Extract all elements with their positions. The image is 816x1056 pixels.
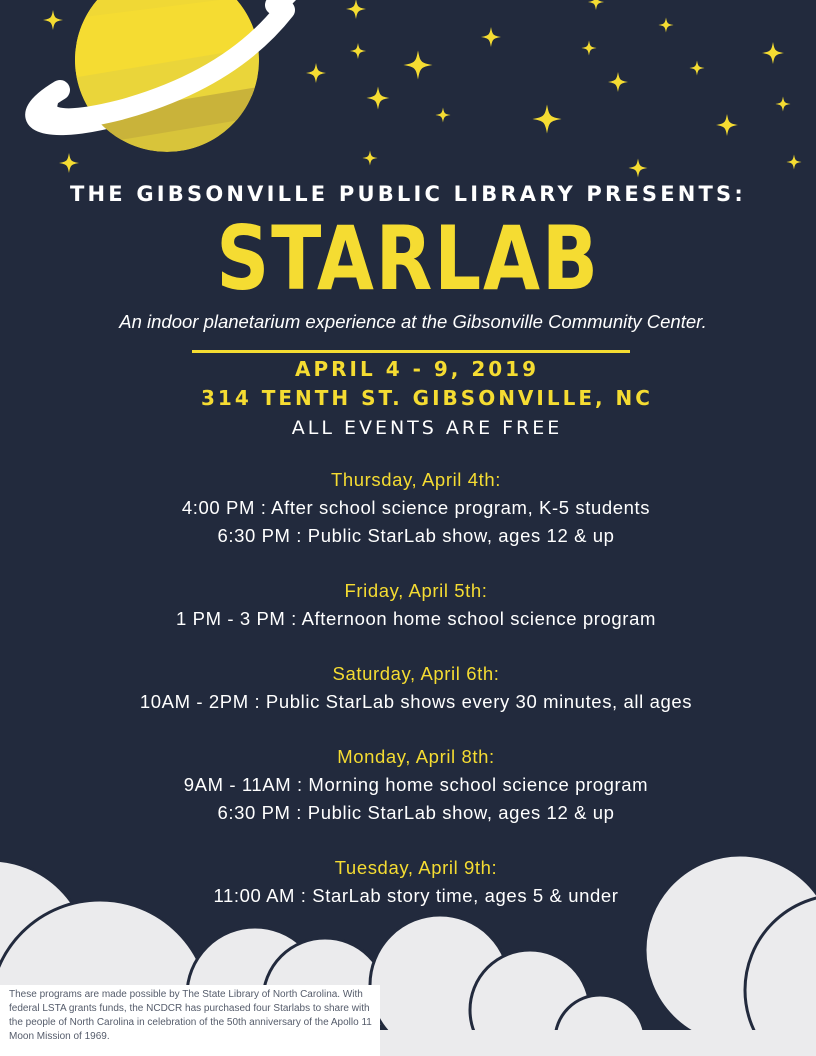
schedule-day	[0, 743, 816, 827]
star-icon	[436, 108, 451, 123]
day-heading: Saturday, April 6th:	[332, 663, 500, 684]
subtitle: An indoor planetarium experience at the Gibsonville Community Center.	[119, 311, 707, 332]
page-title: STARLAB	[216, 207, 600, 310]
star-icon	[367, 87, 390, 110]
star-icon	[690, 61, 705, 76]
star-icon	[59, 153, 79, 173]
star-icon	[716, 114, 738, 136]
event-item: 4:00 PM : After school science program, K-5 students	[181, 497, 651, 518]
event-dates: APRIL 4 - 9, 2019	[295, 357, 539, 381]
event-item: 9AM - 11AM : Morning home school science program	[183, 774, 649, 795]
star-icon	[762, 42, 784, 64]
event-item: 11:00 AM : StarLab story time, ages 5 & under	[213, 885, 619, 906]
star-icon	[608, 72, 628, 92]
event-address: 314 TENTH ST. GIBSONVILLE, NC	[201, 386, 653, 410]
divider	[192, 350, 630, 353]
star-icon	[481, 27, 501, 47]
star-icon	[776, 97, 791, 112]
schedule-day	[0, 577, 816, 633]
schedule	[0, 466, 816, 937]
day-heading: Tuesday, April 9th:	[334, 857, 498, 878]
event-item: 10AM - 2PM : Public StarLab shows every 30 minutes, all ages	[139, 691, 693, 712]
schedule-day	[0, 854, 816, 910]
star-icon	[629, 159, 648, 178]
star-icon	[346, 0, 366, 19]
funding-footnote: These programs are made possible by The State Library of North Carolina. With federal LSTA grants funds, the NCDCR has purchased four Starlabs to share with the people of North Carolina in celebration of the 50th anniversary of the Apollo 11 Moon Mission of 1969.	[9, 989, 372, 1042]
schedule-day	[0, 660, 816, 716]
presenter-heading: THE GIBSONVILLE PUBLIC LIBRARY PRESENTS:	[70, 182, 746, 206]
star-icon	[43, 10, 63, 30]
schedule-day	[0, 466, 816, 550]
star-icon	[582, 41, 597, 56]
star-icon	[533, 105, 562, 134]
star-icon	[659, 18, 674, 33]
star-icon	[306, 63, 326, 83]
star-icon	[588, 0, 604, 10]
star-icon	[404, 51, 433, 80]
day-heading: Monday, April 8th:	[337, 746, 495, 767]
day-heading: Thursday, April 4th:	[330, 469, 501, 490]
planet-icon	[35, 0, 300, 152]
admission-note: ALL EVENTS ARE FREE	[291, 417, 563, 439]
star-icon	[787, 155, 802, 170]
day-heading: Friday, April 5th:	[344, 580, 488, 601]
event-item: 6:30 PM : Public StarLab show, ages 12 & up	[217, 525, 615, 546]
star-icon	[350, 43, 366, 59]
event-item: 1 PM - 3 PM : Afternoon home school science program	[176, 608, 656, 629]
event-item: 6:30 PM : Public StarLab show, ages 12 & up	[217, 802, 615, 823]
star-icon	[363, 151, 378, 166]
